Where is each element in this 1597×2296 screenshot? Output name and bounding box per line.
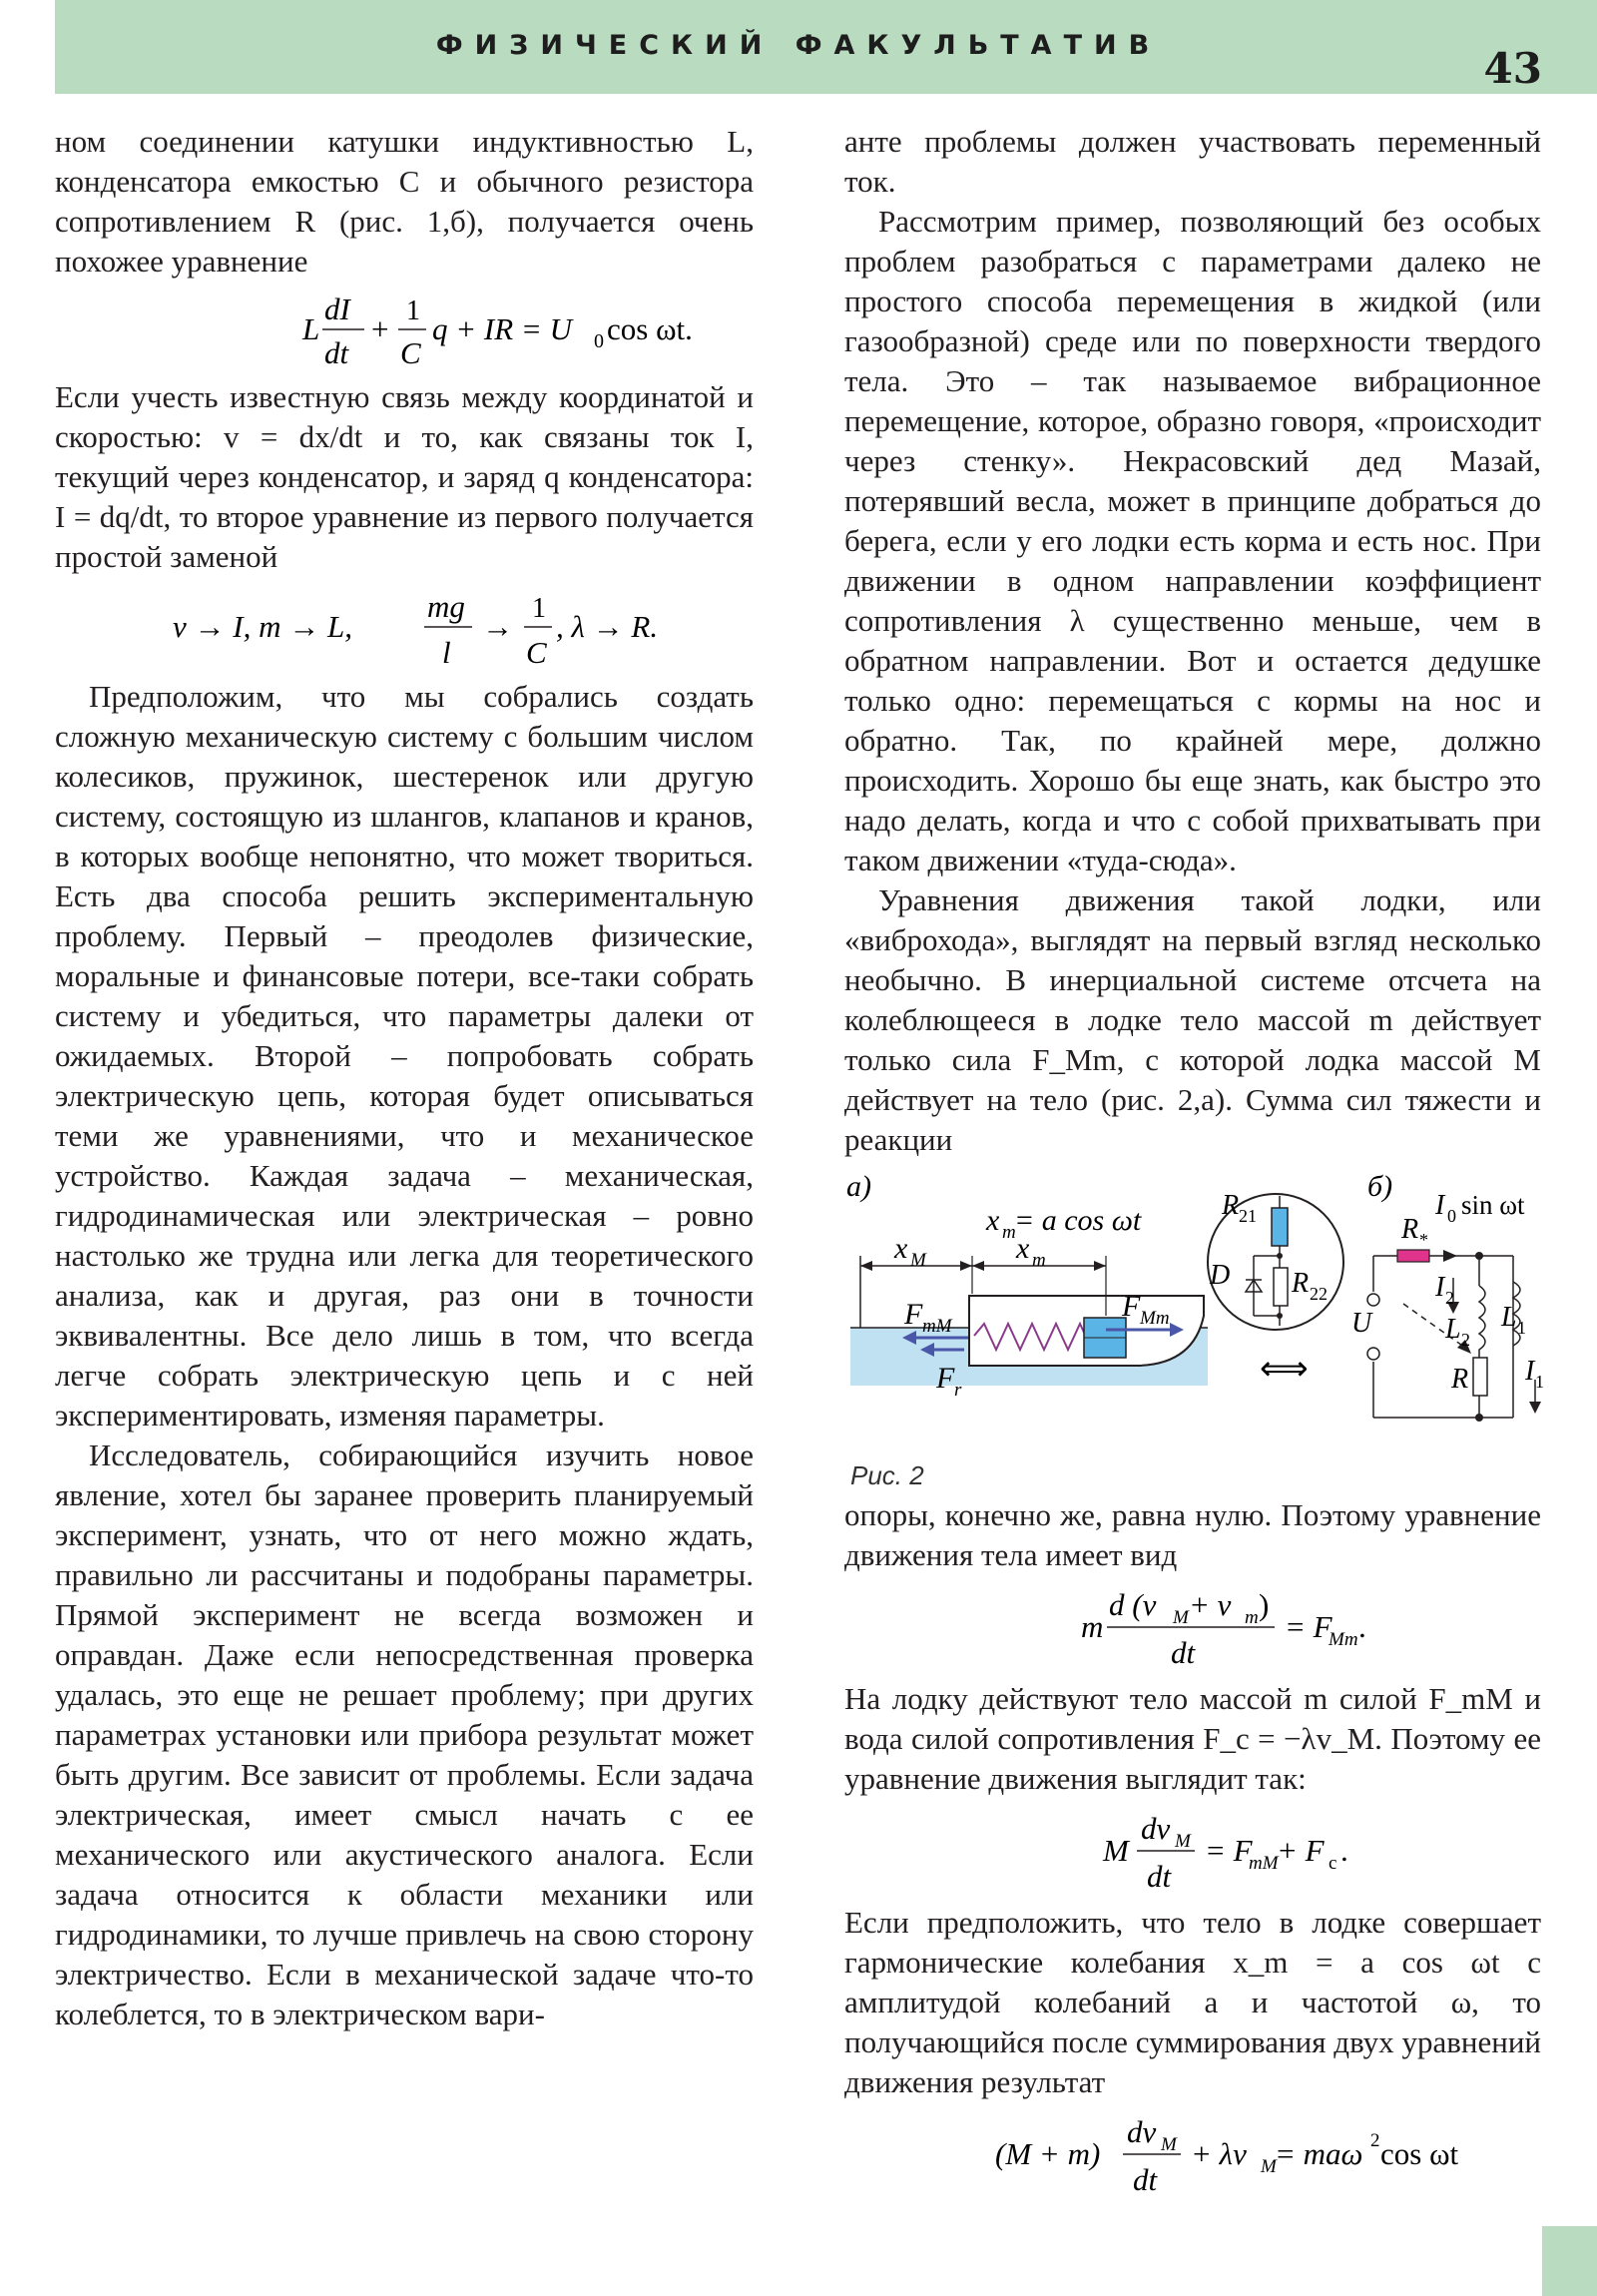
eq-symbol: ) xyxy=(1259,1587,1270,1622)
paragraph: ном соединении катушки индуктивностью L, конденсатора емкостью C и обычного резистора сопротивлением R (рис. 1,б), получается очень похожее уравнение xyxy=(55,124,754,279)
label-l1-sub: 1 xyxy=(1517,1318,1526,1338)
paragraph: опоры, конечно же, равна нулю. Поэтому уравнение движения тела имеет вид xyxy=(844,1497,1541,1572)
eq-symbol: dv xyxy=(1127,2114,1157,2149)
equation-boat-motion xyxy=(844,1799,1541,1903)
label-r21-sub: 21 xyxy=(1239,1206,1257,1226)
eq-symbol: M xyxy=(1175,1831,1191,1852)
eq-symbol: = F xyxy=(1205,1833,1253,1868)
eq-symbol: M xyxy=(1261,2156,1277,2177)
label-xm-sub: m xyxy=(1002,1222,1016,1243)
paragraph: Если учесть известную связь между координатой и скоростью: v = dx/dt и то, как связаны ток I, текущий через конденсатор, и заряд q конденсатора: I = dq/dt, то второе уравнение из первого получается простой заменой xyxy=(55,379,754,574)
running-header: ФИЗИЧЕСКИЙ ФАКУЛЬТАТИВ xyxy=(435,30,1162,61)
eq-symbol: M xyxy=(1173,1607,1189,1628)
eq-symbol: 0 xyxy=(594,330,604,352)
paragraph: Если предположить, что тело в лодке совершает гармонические колебания x_m = a cos ωt с амплитудой колебаний a и частотой ω, то получающийся после суммирования двух уравнений движения результат xyxy=(844,1905,1541,2099)
label-i1: I xyxy=(1525,1356,1535,1387)
label-rstar-sub: * xyxy=(1419,1230,1428,1250)
resistor-r21 xyxy=(1272,1208,1288,1246)
label-force-sub: r xyxy=(954,1380,962,1401)
paragraph: На лодку действуют тело массой m силой F_mM и вода силой сопротивления F_c = −λv_M. Поэтому ее уравнение движения выглядит так: xyxy=(844,1681,1541,1796)
figure-label-a: а) xyxy=(846,1170,871,1203)
paragraph: Предположим, что мы собрались создать сложную механическую систему с большим числом колесиков, пружинок, шестеренок или другую систему, состоящую из шлангов, клапанов и кранов, в которых вообще непонятно, что может твориться. Есть два способа решить экспериментальную проблему. Первый – преодолев физические, моральные и финансовые потери, все-таки собрать систему и убедиться, что параметры далеки от ожидаемых. Второй – попробовать собрать электрическую цепь, которая будет описываться теми же уравнениями, что и механическое устройство. Каждая задача – механическая, гидродинамическая или электрическая – ровно настолько же трудна или легка для теоретического анализа, как и другая, раз они в точности эквивалентны. Все дело лишь в том, что всегда легче собрать электрическую цепь и с ней экспериментировать, изменяя параметры. xyxy=(55,679,754,1433)
label-r22: R xyxy=(1292,1268,1310,1299)
right-column xyxy=(844,122,1544,2206)
label-r21: R xyxy=(1222,1190,1240,1221)
eq-symbol: cos ωt. xyxy=(607,311,693,346)
eq-symbol: dt xyxy=(1147,1859,1172,1894)
eq-symbol: v → I, m → L, xyxy=(173,609,352,644)
eq-symbol: m xyxy=(1245,1607,1259,1628)
resistor-r xyxy=(1473,1358,1487,1396)
eq-symbol: cos ωt xyxy=(1380,2136,1459,2171)
label-force-sub: Mm xyxy=(1140,1308,1170,1329)
label-u: U xyxy=(1351,1308,1372,1339)
eq-symbol: . xyxy=(1340,1833,1348,1868)
equivalence-arrow: ⟺ xyxy=(1260,1351,1309,1388)
label-i0: I xyxy=(1435,1190,1445,1221)
eq-symbol: . xyxy=(1358,1609,1366,1644)
equation-rlc xyxy=(55,282,754,377)
paragraph: Рассмотрим пример, позволяющий без особых проблем разобраться с параметрами далеко не простого способа перемещения в жидкой (или газообразной) среде или по поверхности твердого тела. Это – так называемое вибрационное перемещение, которое, образно говоря, «происходит через стенку». Некрасовский дед Мазай, потерявший весла, может в принципе добраться до берега, если у его лодки есть корма и есть нос. При движении в одном направлении коэффициент сопротивления λ существенно меньше, чем в обратном направлении. Вот и остается дедушке только одно: перемещаться с кормы на нос и обратно. Так, по крайней мере, должно происходить. Хорошо бы еще знать, как быстро это надо делать, когда и что с собой прихватывать при таком движении «туда-сюда». xyxy=(844,204,1541,877)
eq-symbol: mg xyxy=(427,589,465,624)
eq-symbol: 1 xyxy=(532,593,546,624)
eq-symbol: = maω xyxy=(1275,2136,1363,2171)
eq-symbol: dt xyxy=(324,335,349,370)
paragraph: анте проблемы должен участвовать переменный ток. xyxy=(844,124,1541,199)
eq-symbol: 1 xyxy=(406,295,420,326)
eq-symbol: mM xyxy=(1249,1853,1279,1874)
eq-symbol: Mm xyxy=(1329,1629,1358,1650)
label-x: x xyxy=(894,1232,908,1265)
eq-symbol: l xyxy=(442,635,451,670)
label-force: F xyxy=(1122,1290,1141,1323)
label-r22-sub: 22 xyxy=(1310,1284,1328,1304)
left-column xyxy=(55,122,754,2034)
svg-text:+: + xyxy=(371,311,389,346)
label-x: x xyxy=(1016,1232,1030,1265)
eq-symbol: d (v xyxy=(1109,1587,1157,1622)
resistor-rstar xyxy=(1397,1250,1429,1262)
eq-symbol: c xyxy=(1329,1853,1337,1874)
eq-symbol: + v xyxy=(1189,1587,1232,1622)
eq-symbol: → xyxy=(482,609,513,644)
label-l1: L xyxy=(1501,1302,1517,1333)
eq-symbol: , λ → R. xyxy=(556,609,659,644)
eq-symbol: C xyxy=(526,635,547,670)
label-xm: x xyxy=(986,1204,1000,1237)
label-l2-sub: 2 xyxy=(1461,1330,1470,1350)
inductor-l2 xyxy=(1479,1286,1485,1358)
eq-symbol: = F xyxy=(1285,1609,1332,1644)
equation-result xyxy=(844,2102,1541,2206)
label-force: F xyxy=(904,1298,923,1331)
figure-caption: Рис. 2 xyxy=(850,1460,924,1490)
resistor-r22 xyxy=(1274,1268,1288,1306)
eq-symbol: C xyxy=(400,335,421,370)
eq-symbol: m xyxy=(1081,1609,1104,1644)
page-number: 43 xyxy=(1483,44,1542,93)
eq-symbol: L xyxy=(302,311,320,346)
label-d: D xyxy=(1210,1260,1231,1291)
label-r: R xyxy=(1451,1364,1469,1395)
equation-substitution xyxy=(55,577,754,677)
corner-decoration xyxy=(1542,2226,1597,2296)
label-x-sub: M xyxy=(910,1250,926,1271)
label-xm-eq: = a cos ωt xyxy=(1014,1204,1142,1237)
eq-symbol: dt xyxy=(1171,1635,1196,1670)
label-l2: L xyxy=(1445,1314,1461,1345)
label-force-sub: mM xyxy=(922,1316,952,1337)
label-i1-sub: 1 xyxy=(1535,1372,1544,1392)
label-i2: I xyxy=(1435,1272,1445,1303)
paragraph: Уравнения движения такой лодки, или «виброхода», выглядят на первый взгляд несколько необычно. В инерциальной системе отсчета на колеблющееся в лодке тело массой m действует только сила F_Mm, с которой лодка массой M действует на тело (рис. 2,а). Сумма сил тяжести и реакции xyxy=(844,882,1541,1157)
eq-symbol: dt xyxy=(1133,2162,1158,2197)
figure-2 xyxy=(844,1166,1544,1495)
eq-symbol: M xyxy=(1103,1833,1129,1868)
eq-symbol: + λv xyxy=(1191,2136,1247,2171)
label-sin: sin ωt xyxy=(1461,1190,1525,1220)
label-x-sub: m xyxy=(1032,1250,1046,1271)
label-force: F xyxy=(936,1362,955,1395)
eq-symbol: dI xyxy=(324,291,350,326)
eq-symbol: 2 xyxy=(1370,2130,1380,2151)
label-i0-sub: 0 xyxy=(1447,1206,1456,1226)
eq-symbol: (M + m) xyxy=(995,2136,1101,2171)
label-rstar: R xyxy=(1401,1214,1419,1245)
label-i2-sub: 2 xyxy=(1445,1288,1454,1308)
eq-symbol: dv xyxy=(1141,1811,1171,1846)
eq-symbol: + F xyxy=(1277,1833,1325,1868)
figure-label-b: б) xyxy=(1367,1170,1393,1203)
eq-symbol: q + IR = U xyxy=(432,311,572,346)
eq-symbol: M xyxy=(1161,2134,1177,2155)
paragraph: Исследователь, собирающийся изучить новое явление, хотел бы заранее проверить планируемый эксперимент, узнать, что от него можно ждать, правильно ли рассчитаны и подобраны параметры. Прямой эксперимент не всегда возможен и оправдан. Даже если непосредственная проверка удалась, это еще не решает проблему; при других параметрах установки или прибора результат может быть другим. Все зависит от проблемы. Если задача электрическая, имеет смысл начать с ее механического или акустического аналога. Если задача относится к области механики или гидродинамики, то лучше привлечь на свою сторону электричество. Если в механической задаче что-то колеблется, то в электрическом вари- xyxy=(55,1437,754,2031)
equation-body-motion xyxy=(844,1575,1541,1679)
